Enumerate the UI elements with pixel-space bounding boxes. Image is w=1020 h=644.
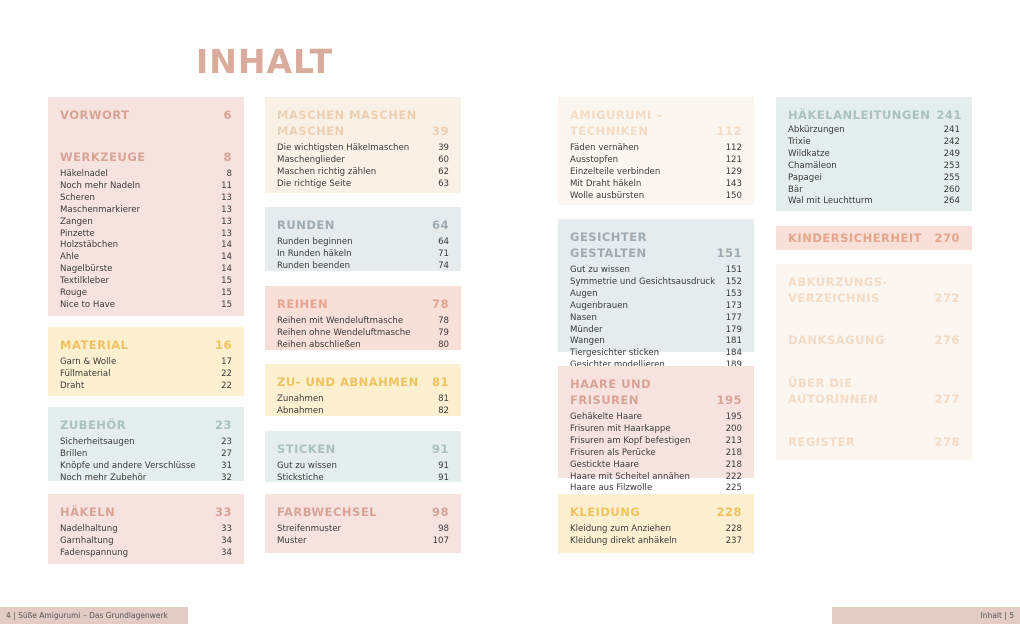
- toc-entry[interactable]: [277, 249, 449, 261]
- section-header[interactable]: [277, 374, 449, 390]
- entry-page: 173: [725, 300, 742, 311]
- section-page: 195: [716, 393, 742, 407]
- entry-page: 179: [725, 324, 742, 335]
- entry-label: Streifenmuster: [277, 524, 342, 534]
- toc-entry[interactable]: [277, 179, 449, 191]
- page-title: INHALT: [196, 42, 334, 81]
- toc-entry[interactable]: [570, 348, 742, 360]
- section-title: ZUBEHÖR: [60, 418, 127, 432]
- entry-label: Die richtige Seite: [277, 178, 352, 189]
- toc-entry[interactable]: [788, 125, 960, 137]
- section-kleidung: [558, 494, 754, 553]
- entry-page: 228: [725, 524, 742, 534]
- section-header[interactable]: [788, 107, 960, 123]
- entry-page: 15: [221, 288, 232, 299]
- section-page: 78: [431, 297, 449, 311]
- entry-label: Zangen: [60, 216, 93, 227]
- entry-page: 152: [725, 276, 742, 287]
- entry-page: 27: [221, 448, 232, 459]
- entry-label: Wangen: [570, 336, 605, 347]
- entry-label: Garnhaltung: [60, 535, 114, 546]
- toc-entry[interactable]: [570, 265, 742, 277]
- section-title: HAARE UND FRISUREN: [570, 377, 652, 407]
- entry-label: Bär: [788, 184, 803, 195]
- toc-entry[interactable]: [60, 449, 232, 461]
- section-header[interactable]: [788, 230, 960, 246]
- footer-left: 4 | Süße Amigurumi – Das Grundlagenwerk: [0, 607, 188, 624]
- entry-label: Chamäleon: [788, 160, 837, 171]
- entry-label: Wildkatze: [788, 148, 830, 159]
- entry-page: 200: [725, 423, 742, 434]
- section-header[interactable]: [277, 441, 449, 457]
- entry-label: Haare aus Filzwolle: [570, 483, 653, 494]
- entry-page: 14: [221, 264, 232, 275]
- toc-entry[interactable]: [60, 300, 232, 312]
- section-page: 8: [223, 150, 232, 164]
- toc-entry[interactable]: [60, 461, 232, 473]
- entry-page: 253: [943, 160, 960, 171]
- toc-entry[interactable]: [60, 437, 232, 449]
- entry-page: 107: [432, 535, 449, 546]
- section-header[interactable]: [277, 107, 449, 139]
- section-page: 64: [431, 218, 449, 232]
- entry-page: 181: [725, 336, 742, 347]
- section-werkzeuge[interactable]: [60, 149, 232, 165]
- entry-label: Noch mehr Zubehör: [60, 472, 147, 483]
- entry-label: Augenbrauen: [570, 300, 628, 311]
- toc-entry[interactable]: [570, 412, 742, 424]
- entry-page: 82: [438, 405, 449, 416]
- entry-label: Trixie: [788, 136, 811, 147]
- entry-page: 177: [725, 312, 742, 323]
- section-runden: [265, 207, 461, 271]
- toc-entry[interactable]: [60, 252, 232, 264]
- toc-entry[interactable]: [570, 448, 742, 460]
- entry-label: Tiergesichter sticken: [570, 348, 660, 359]
- entry-page: 237: [725, 535, 742, 546]
- entry-page: 264: [943, 196, 960, 207]
- toc-entry[interactable]: [570, 336, 742, 348]
- entry-page: 80: [438, 339, 449, 350]
- entry-label: Textilkleber: [60, 276, 110, 287]
- entry-page: 13: [221, 204, 232, 215]
- entry-page: 98: [438, 524, 449, 534]
- entry-label: Augen: [570, 288, 598, 299]
- entry-page: 14: [221, 252, 232, 263]
- entry-page: 143: [725, 178, 742, 189]
- entry-label: Frisuren mit Haarkappe: [570, 423, 671, 434]
- toc-entry[interactable]: [60, 473, 232, 485]
- toc-entry[interactable]: [277, 461, 449, 473]
- entry-label: Gestickte Haare: [570, 459, 639, 470]
- entry-label: Brillen: [60, 448, 88, 459]
- footer-right: Inhalt | 5: [832, 607, 1020, 624]
- toc-entry[interactable]: [60, 193, 232, 205]
- toc-entry[interactable]: [60, 264, 232, 276]
- toc-entry[interactable]: [788, 196, 960, 208]
- entry-page: 225: [725, 483, 742, 494]
- entry-label: Füllmaterial: [60, 368, 111, 379]
- entry-label: Scheren: [60, 192, 95, 203]
- toc-entry[interactable]: [60, 381, 232, 393]
- entry-page: 81: [438, 394, 449, 404]
- section-header[interactable]: [570, 107, 742, 139]
- toc-entry[interactable]: [570, 301, 742, 313]
- section-title: ÜBER DIE AUTORINNEN: [788, 376, 879, 406]
- toc-entry[interactable]: [277, 328, 449, 340]
- toc-entry[interactable]: [277, 473, 449, 485]
- section-header[interactable]: [570, 229, 742, 261]
- entry-page: 17: [221, 357, 232, 367]
- entry-label: Wal mit Leuchtturm: [788, 196, 873, 207]
- section-title: VORWORT: [60, 108, 130, 122]
- section-autorinnen[interactable]: [788, 375, 960, 407]
- section-title: REIHEN: [277, 297, 329, 311]
- section-header[interactable]: [60, 504, 232, 520]
- section-reihen: [265, 286, 461, 350]
- entry-label: Pinzette: [60, 228, 95, 239]
- section-kindersicherheit: [776, 226, 972, 250]
- toc-entry[interactable]: [570, 460, 742, 472]
- entry-label: Ahle: [60, 252, 80, 263]
- section-vorwort[interactable]: [60, 107, 232, 123]
- entry-label: Münder: [570, 324, 603, 335]
- entry-label: Abnahmen: [277, 405, 324, 416]
- entry-page: 14: [221, 240, 232, 251]
- entry-page: 33: [221, 524, 232, 534]
- entry-label: Knöpfe und andere Verschlüsse: [60, 460, 196, 471]
- entry-page: 62: [438, 166, 449, 177]
- entry-page: 23: [221, 437, 232, 447]
- toc-entry[interactable]: [788, 161, 960, 173]
- section-material: [48, 327, 244, 396]
- section-techniken: [558, 97, 754, 205]
- entry-label: Stickstiche: [277, 472, 324, 483]
- toc-entry[interactable]: [60, 181, 232, 193]
- entry-label: Sicherheitsaugen: [60, 437, 135, 447]
- entry-label: Haare mit Scheitel annähen: [570, 471, 690, 482]
- entry-page: 129: [725, 166, 742, 177]
- section-title: FARBWECHSEL: [277, 505, 377, 519]
- toc-entry[interactable]: [570, 424, 742, 436]
- toc-entry[interactable]: [277, 406, 449, 418]
- entry-page: 242: [943, 136, 960, 147]
- entry-page: 151: [725, 265, 742, 275]
- section-header[interactable]: [570, 504, 742, 520]
- entry-label: Häkelnadel: [60, 169, 108, 179]
- section-header[interactable]: [277, 217, 449, 233]
- toc-entry[interactable]: [570, 277, 742, 289]
- toc-entry[interactable]: [60, 217, 232, 229]
- entry-page: 15: [221, 276, 232, 287]
- section-title: KLEIDUNG: [570, 505, 641, 519]
- entry-label: Noch mehr Nadeln: [60, 180, 141, 191]
- entry-label: Holzstäbchen: [60, 240, 119, 251]
- entry-page: 255: [943, 172, 960, 183]
- entry-page: 91: [438, 472, 449, 483]
- entry-page: 13: [221, 192, 232, 203]
- section-page: 277: [934, 392, 960, 406]
- entry-label: Reihen mit Wendeluftmasche: [277, 316, 404, 326]
- entry-page: 13: [221, 216, 232, 227]
- section-page: 241: [936, 108, 962, 122]
- entry-page: 32: [221, 472, 232, 483]
- toc-entry[interactable]: [60, 369, 232, 381]
- entry-label: Fäden vernähen: [570, 143, 639, 153]
- section-page: 16: [214, 338, 232, 352]
- toc-entry[interactable]: [788, 137, 960, 149]
- toc-entry[interactable]: [60, 276, 232, 288]
- toc-entry[interactable]: [788, 149, 960, 161]
- toc-entry[interactable]: [570, 524, 742, 536]
- entry-page: 241: [943, 125, 960, 135]
- entry-label: In Runden häkeln: [277, 248, 352, 259]
- section-farbwechsel: [265, 494, 461, 553]
- entry-page: 11: [221, 180, 232, 191]
- toc-entry[interactable]: [570, 289, 742, 301]
- entry-label: Rouge: [60, 288, 88, 299]
- toc-entry[interactable]: [60, 536, 232, 548]
- entry-page: 71: [438, 248, 449, 259]
- toc-entry[interactable]: [277, 394, 449, 406]
- toc-entry[interactable]: [277, 261, 449, 273]
- toc-entry[interactable]: [570, 167, 742, 179]
- section-title: ABKÜRZUNGS-: [788, 275, 888, 289]
- section-header[interactable]: [570, 376, 742, 408]
- toc-entry[interactable]: [60, 357, 232, 369]
- toc-entry[interactable]: [277, 237, 449, 249]
- section-page: 272: [934, 291, 960, 305]
- entry-label: Die wichtigsten Häkelmaschen: [277, 143, 410, 153]
- section-haekeln: [48, 494, 244, 564]
- section-title: VERZEICHNIS: [788, 291, 880, 305]
- entry-label: Runden beginnen: [277, 237, 353, 247]
- section-title: REGISTER: [788, 435, 856, 449]
- entry-label: Einzelteile verbinden: [570, 166, 661, 177]
- entry-label: Draht: [60, 380, 85, 391]
- entry-page: 78: [438, 316, 449, 326]
- toc-entry[interactable]: [277, 524, 449, 536]
- entry-page: 184: [725, 348, 742, 359]
- entry-page: 64: [438, 237, 449, 247]
- entry-page: 195: [725, 412, 742, 422]
- section-page: 276: [934, 333, 960, 347]
- section-title: MASCHEN MASCHEN: [277, 108, 417, 122]
- section-header[interactable]: [60, 337, 232, 353]
- section-page: 39: [431, 124, 449, 138]
- entry-page: 213: [725, 435, 742, 446]
- toc-entry[interactable]: [60, 524, 232, 536]
- entry-page: 8: [226, 169, 232, 179]
- toc-entry[interactable]: [570, 143, 742, 155]
- section-header[interactable]: [277, 504, 449, 520]
- entry-page: 22: [221, 368, 232, 379]
- section-maschen: [265, 97, 461, 193]
- entry-label: Abkürzungen: [788, 125, 845, 135]
- entry-label: Gut zu wissen: [277, 461, 338, 471]
- section-page: 23: [214, 418, 232, 432]
- entry-label: Nagelbürste: [60, 264, 113, 275]
- toc-entry[interactable]: [60, 240, 232, 252]
- entry-label: Mit Draht häkeln: [570, 178, 642, 189]
- toc-entry[interactable]: [570, 155, 742, 167]
- section-page: 98: [431, 505, 449, 519]
- werkzeuge-items: [60, 169, 232, 312]
- section-page: 112: [716, 124, 742, 138]
- entry-label: Gehäkelte Haare: [570, 412, 643, 422]
- entry-label: Reihen ohne Wendeluftmasche: [277, 327, 411, 338]
- entry-label: Symmetrie und Gesichtsausdruck: [570, 276, 716, 287]
- entry-label: Maschenglieder: [277, 154, 345, 165]
- section-title: STICKEN: [277, 442, 336, 456]
- entry-label: Kleidung direkt anhäkeln: [570, 535, 678, 546]
- entry-page: 260: [943, 184, 960, 195]
- section-haare: [558, 366, 754, 494]
- section-page: 278: [934, 435, 960, 449]
- entry-page: 22: [221, 380, 232, 391]
- section-title: AMIGURUMI –: [570, 108, 663, 122]
- toc-entry[interactable]: [277, 155, 449, 167]
- toc-entry[interactable]: [277, 536, 449, 548]
- toc-entry[interactable]: [788, 173, 960, 185]
- entry-label: Nasen: [570, 312, 597, 323]
- entry-page: 34: [221, 535, 232, 546]
- entry-page: 121: [725, 154, 742, 165]
- entry-label: Maschenmarkierer: [60, 204, 141, 215]
- entry-label: Frisuren als Perücke: [570, 447, 656, 458]
- entry-page: 249: [943, 148, 960, 159]
- section-header[interactable]: [277, 296, 449, 312]
- entry-label: Gut zu wissen: [570, 265, 631, 275]
- section-vorwort-werkzeuge: [48, 97, 244, 316]
- toc-entry[interactable]: [570, 313, 742, 325]
- toc-entry[interactable]: [277, 340, 449, 352]
- section-gesichter: [558, 219, 754, 359]
- section-title: RUNDEN: [277, 218, 335, 232]
- entry-label: Wolle ausbürsten: [570, 190, 645, 201]
- entry-page: 91: [438, 461, 449, 471]
- section-page: 151: [716, 246, 742, 260]
- entry-page: 218: [725, 459, 742, 470]
- toc-entry[interactable]: [60, 205, 232, 217]
- entry-label: Reihen abschließen: [277, 339, 361, 350]
- section-page: 270: [934, 231, 960, 245]
- section-header[interactable]: [60, 417, 232, 433]
- section-title: HÄKELANLEITUNGEN: [788, 108, 931, 122]
- section-danksagung[interactable]: [788, 332, 960, 348]
- section-page: 81: [431, 375, 449, 389]
- toc-entry[interactable]: [60, 288, 232, 300]
- entry-label: Muster: [277, 535, 307, 546]
- entry-page: 63: [438, 178, 449, 189]
- entry-page: 153: [725, 288, 742, 299]
- toc-entry[interactable]: [60, 169, 232, 181]
- entry-label: Nice to Have: [60, 299, 116, 310]
- section-title: MASCHEN: [277, 124, 345, 138]
- toc-entry[interactable]: [60, 229, 232, 241]
- entry-page: 218: [725, 447, 742, 458]
- entry-label: Garn & Wolle: [60, 357, 117, 367]
- section-zubehoer: [48, 407, 244, 481]
- section-sticken: [265, 431, 461, 482]
- section-page: 33: [214, 505, 232, 519]
- entry-label: Kleidung zum Anziehen: [570, 524, 671, 534]
- entry-label: Maschen richtig zählen: [277, 166, 377, 177]
- entry-label: Zunahmen: [277, 394, 324, 404]
- toc-entry[interactable]: [570, 436, 742, 448]
- section-title: ZU- UND ABNAHMEN: [277, 375, 419, 389]
- section-title: KINDERSICHERHEIT: [788, 231, 923, 245]
- section-register[interactable]: [788, 434, 960, 450]
- section-title: WERKZEUGE: [60, 150, 146, 164]
- entry-page: 60: [438, 154, 449, 165]
- section-title: MATERIAL: [60, 338, 129, 352]
- entry-label: Fadenspannung: [60, 547, 129, 558]
- entry-page: 31: [221, 460, 232, 471]
- toc-entry[interactable]: [570, 472, 742, 484]
- entry-page: 222: [725, 471, 742, 482]
- section-zu-und-abnahmen: [265, 364, 461, 416]
- toc-entry[interactable]: [60, 548, 232, 560]
- section-title: TECHNIKEN: [570, 124, 649, 138]
- toc-entry[interactable]: [277, 316, 449, 328]
- entry-page: 74: [438, 260, 449, 271]
- toc-entry[interactable]: [277, 167, 449, 179]
- toc-entry[interactable]: [570, 536, 742, 548]
- toc-entry[interactable]: [570, 179, 742, 191]
- toc-entry[interactable]: [570, 325, 742, 337]
- section-abkuerzungsverzeichnis[interactable]: [788, 274, 960, 306]
- entry-label: Frisuren am Kopf befestigen: [570, 435, 691, 446]
- section-anhang: [776, 264, 972, 460]
- section-anleitungen: [776, 97, 972, 211]
- entry-page: 79: [438, 327, 449, 338]
- entry-page: 13: [221, 228, 232, 239]
- entry-page: 34: [221, 547, 232, 558]
- entry-label: Ausstopfen: [570, 154, 619, 165]
- section-page: 6: [223, 108, 232, 122]
- entry-page: 112: [725, 143, 742, 153]
- section-page: 228: [716, 505, 742, 519]
- entry-label: Runden beenden: [277, 260, 351, 271]
- entry-page: 39: [438, 143, 449, 153]
- toc-entry[interactable]: [788, 185, 960, 197]
- section-title: DANKSAGUNG: [788, 333, 886, 347]
- toc-entry[interactable]: [277, 143, 449, 155]
- toc-entry[interactable]: [570, 191, 742, 203]
- entry-page: 15: [221, 299, 232, 310]
- entry-page: 150: [725, 190, 742, 201]
- entry-label: Nadelhaltung: [60, 524, 118, 534]
- section-title: GESICHTER GESTALTEN: [570, 230, 647, 260]
- section-page: 91: [431, 442, 449, 456]
- section-title: HÄKELN: [60, 505, 116, 519]
- entry-label: Papagei: [788, 172, 822, 183]
